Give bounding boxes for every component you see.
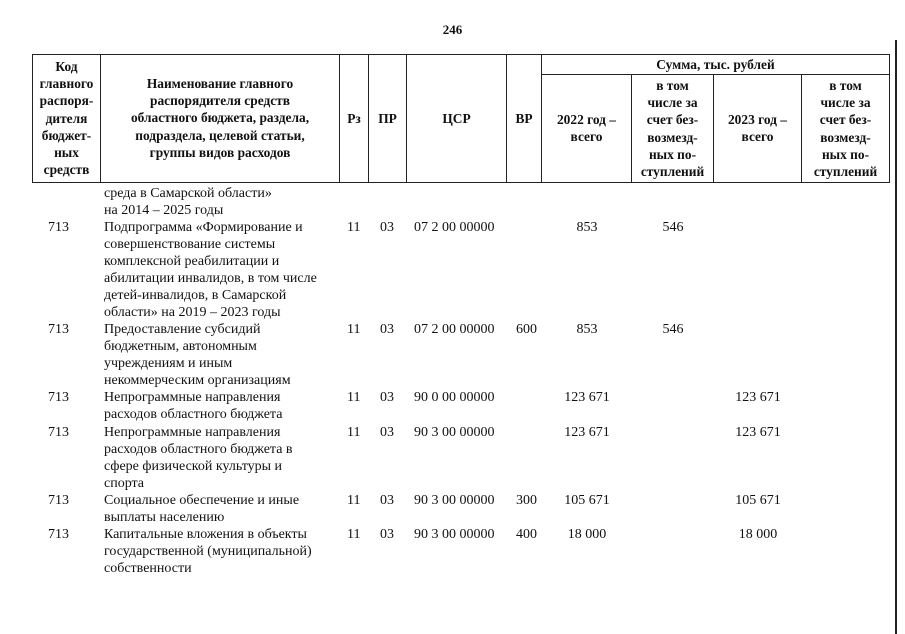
- row-name: Непрограммные направления расходов областного бюджета: [104, 390, 283, 422]
- row-code: 713: [48, 220, 69, 235]
- row-name: Непрограммные направления расходов областного бюджета в сфере физической культуры и спорта: [104, 425, 293, 491]
- header-vr: ВР: [515, 111, 533, 126]
- row-2022-free: 546: [662, 322, 684, 337]
- row-csr: 90 3 00 00000: [414, 425, 495, 440]
- row-code: 713: [48, 425, 69, 440]
- row-pr: 03: [380, 322, 394, 337]
- row-2023-total: 123 671: [735, 390, 781, 405]
- row-2023-total: 18 000: [738, 527, 778, 542]
- header-pr: ПР: [378, 111, 397, 126]
- row-2023-total: 123 671: [735, 425, 781, 440]
- row-2022-total: 123 671: [564, 390, 610, 405]
- row-pr: 03: [380, 493, 394, 508]
- header-code: Код главного распоря- дителя бюджет- ных средств: [39, 59, 94, 178]
- header-sum: Сумма, тыс. рублей: [656, 57, 775, 72]
- row-name: среда в Самарской области» на 2014 – 2025 годы: [104, 186, 272, 218]
- row-csr: 07 2 00 00000: [414, 322, 495, 337]
- header-top-border: [32, 54, 890, 55]
- row-rz: 11: [347, 425, 361, 440]
- row-2022-total: 123 671: [564, 425, 610, 440]
- row-pr: 03: [380, 527, 394, 542]
- sum-subheader-border: [541, 74, 890, 75]
- row-pr: 03: [380, 390, 394, 405]
- row-code: 713: [48, 493, 69, 508]
- row-name: Предоставление субсидий бюджетным, автономным учреждениям и иным некоммерческим организациям: [104, 322, 291, 388]
- row-rz: 11: [347, 527, 361, 542]
- header-2022-total: 2022 год – всего: [556, 112, 616, 145]
- header-bottom-border: [32, 182, 890, 183]
- row-rz: 11: [347, 390, 361, 405]
- row-2022-total: 105 671: [564, 493, 610, 508]
- row-2023-total: 105 671: [735, 493, 781, 508]
- header-2023-total: 2023 год – всего: [727, 112, 787, 145]
- row-2022-total: 853: [576, 220, 598, 235]
- row-name: Социальное обеспечение и иные выплаты населению: [104, 493, 300, 525]
- header-name: Наименование главного распорядителя средств областного бюджета, раздела, подраздела, целевой статьи, группы видов расходов: [130, 76, 310, 160]
- row-2022-total: 18 000: [567, 527, 607, 542]
- header-2022-free: в том числе за счет без- возмезд- ных по- ступлений: [640, 78, 705, 180]
- row-pr: 03: [380, 425, 394, 440]
- row-name: Подпрограмма «Формирование и совершенствование системы комплексной реабилитации и абилитации инвалидов, в том числе детей-инвалидов, в Самарской области» на 2019 – 2023 годы: [104, 220, 317, 320]
- col-border: [889, 54, 890, 183]
- page-edge-rule: [895, 40, 897, 634]
- row-rz: 11: [347, 322, 361, 337]
- row-csr: 90 0 00 00000: [414, 390, 495, 405]
- row-2022-total: 853: [576, 322, 598, 337]
- page-number: 246: [442, 22, 463, 37]
- row-name: Капитальные вложения в объекты государственной (муниципальной) собственности: [104, 527, 312, 576]
- header-csr: ЦСР: [442, 111, 471, 126]
- row-rz: 11: [347, 220, 361, 235]
- row-code: 713: [48, 322, 69, 337]
- row-vr: 300: [516, 493, 537, 508]
- header-2023-free: в том числе за счет без- возмезд- ных по- ступлений: [813, 78, 878, 180]
- row-rz: 11: [347, 493, 361, 508]
- row-code: 713: [48, 527, 69, 542]
- row-csr: 90 3 00 00000: [414, 493, 495, 508]
- header-rz: Рз: [347, 111, 361, 126]
- row-vr: 400: [516, 527, 537, 542]
- row-pr: 03: [380, 220, 394, 235]
- row-2022-free: 546: [662, 220, 684, 235]
- row-code: 713: [48, 390, 69, 405]
- row-csr: 07 2 00 00000: [414, 220, 495, 235]
- row-vr: 600: [516, 322, 537, 337]
- row-csr: 90 3 00 00000: [414, 527, 495, 542]
